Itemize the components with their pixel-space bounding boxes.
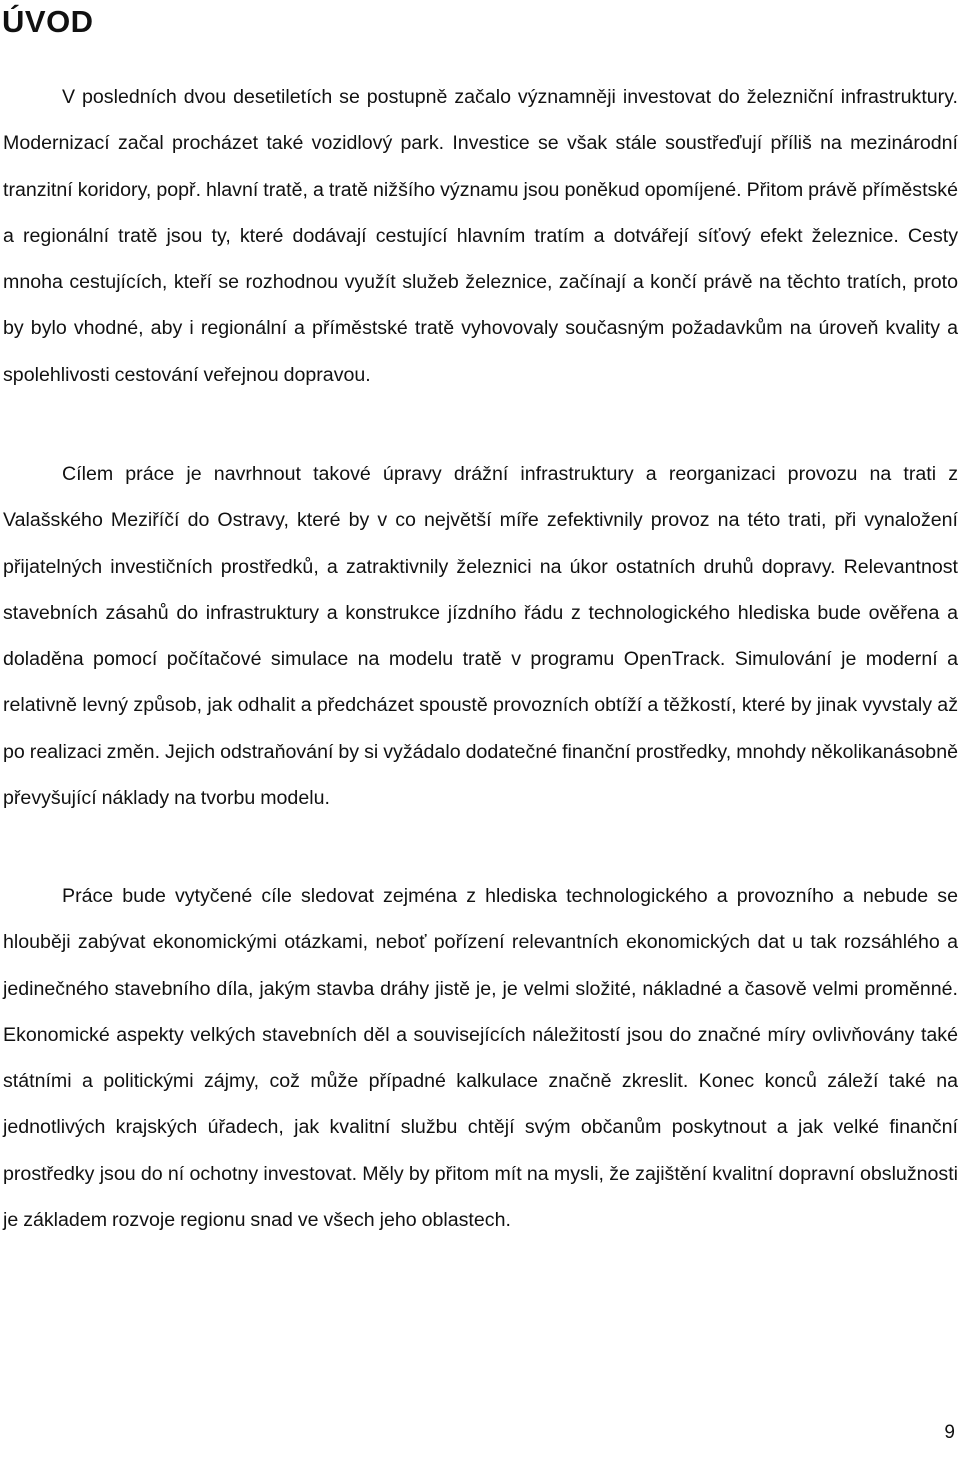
paragraph-2: Cílem práce je navrhnout takové úpravy drážní infrastruktury a reorganizaci provozu na trati z Valašského Meziříčí do Ostravy, které by v co největší míře zefektivnily provoz na této trati, při vynaložení přijatelných investičních prostředků, a zatraktivnily železnici na úkor ostatních druhů dopravy. Relevantnost stavebních zásahů do infrastruktury a konstrukce jízdního řádu z technologického hlediska bude ověřena a doladěna pomocí počítačové simulace na modelu tratě v programu OpenTrack. Simulování je moderní a relativně levný způsob, jak odhalit a předcházet spoustě provozních obtíží a těžkostí, které by jinak vyvstaly až po realizaci změn. Jejich odstraňování by si vyžádalo dodatečné finanční prostředky, mnohdy několikanásobně převyšující náklady na tvorbu modelu. [3,463,958,810]
chapter-heading: ÚVOD [2,4,94,39]
paragraph-1: V posledních dvou desetiletích se postupně začalo významněji investovat do železniční infrastruktury. Modernizací začal procházet také vozidlový park. Investice se však stále soustřeďují příliš na mezinárodní tranzitní koridory, popř. hlavní tratě, a tratě nižšího významu jsou poněkud opomíjené. Přitom právě příměstské a regionální tratě jsou ty, které dodávají cestující hlavním tratím a dotvářejí síťový efekt železnice. Cesty mnoha cestujících, kteří se rozhodnou využít služeb železnice, začínají a končí právě na těchto tratích, proto by bylo vhodné, aby i regionální a příměstské tratě vyhovovaly současným požadavkům na úroveň kvality a spolehlivosti cestování veřejnou dopravou. [3,86,958,386]
paragraph-3: Práce bude vytyčené cíle sledovat zejména z hlediska technologického a provozního a nebude se hlouběji zabývat ekonomickými otázkami, neboť pořízení relevantních ekonomických dat u tak rozsáhlého a jedinečného stavebního díla, jakým stavba dráhy jistě je, je velmi složité, nákladné a časově velmi proměnné. Ekonomické aspekty velkých stavebních děl a souvisejících náležitostí jsou do značné míry ovlivňovány také státními a politickými zájmy, což může případné kalkulace značně zkreslit. Konec konců záleží také na jednotlivých krajských úřadech, jak kvalitní službu chtějí svým občanům poskytnout a jak velké finanční prostředky jsou do ní ochotny investovat. Měly by přitom mít na mysli, že zajištění kvalitní dopravní obslužnosti je základem rozvoje regionu snad ve všech jeho oblastech. [3,885,958,1232]
page-number: 9 [944,1422,955,1443]
